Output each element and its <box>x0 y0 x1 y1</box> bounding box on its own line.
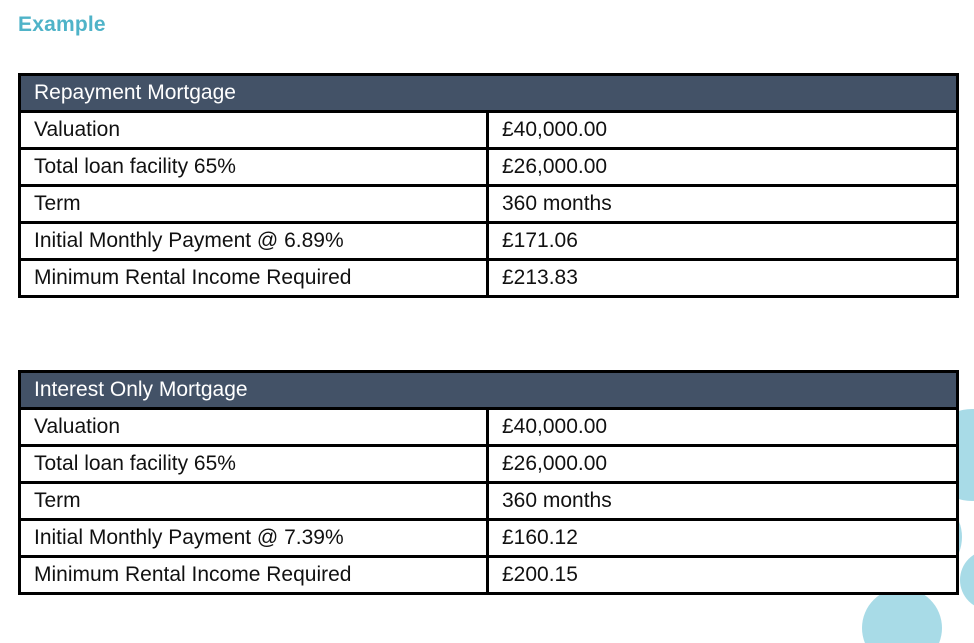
row-label: Valuation <box>20 409 488 446</box>
row-label: Minimum Rental Income Required <box>20 557 488 594</box>
row-label: Total loan facility 65% <box>20 446 488 483</box>
row-value: £171.06 <box>488 223 958 260</box>
decor-circle <box>862 588 942 643</box>
table-row <box>20 446 958 483</box>
table-title: Interest Only Mortgage <box>20 372 958 409</box>
table-row <box>20 223 958 260</box>
row-label: Total loan facility 65% <box>20 149 488 186</box>
row-value: £40,000.00 <box>488 409 958 446</box>
row-value: £26,000.00 <box>488 446 958 483</box>
example-heading: Example <box>18 13 106 36</box>
row-value: £160.12 <box>488 520 958 557</box>
row-label: Term <box>20 483 488 520</box>
row-value: £26,000.00 <box>488 149 958 186</box>
table-row <box>20 520 958 557</box>
row-value: £200.15 <box>488 557 958 594</box>
row-label: Minimum Rental Income Required <box>20 260 488 297</box>
table-row <box>20 112 958 149</box>
table-header-row <box>20 75 958 112</box>
row-label: Initial Monthly Payment @ 7.39% <box>20 520 488 557</box>
row-value: £40,000.00 <box>488 112 958 149</box>
table-row <box>20 483 958 520</box>
table-title: Repayment Mortgage <box>20 75 958 112</box>
table-header-row <box>20 372 958 409</box>
row-value: £213.83 <box>488 260 958 297</box>
table-row <box>20 149 958 186</box>
table-row <box>20 186 958 223</box>
table-row <box>20 557 958 594</box>
interest-only-mortgage-table <box>18 370 959 595</box>
row-value: 360 months <box>488 186 958 223</box>
repayment-mortgage-table <box>18 73 959 298</box>
row-label: Initial Monthly Payment @ 6.89% <box>20 223 488 260</box>
row-label: Term <box>20 186 488 223</box>
decor-circle <box>960 550 974 610</box>
table-row <box>20 260 958 297</box>
row-value: 360 months <box>488 483 958 520</box>
row-label: Valuation <box>20 112 488 149</box>
table-row <box>20 409 958 446</box>
